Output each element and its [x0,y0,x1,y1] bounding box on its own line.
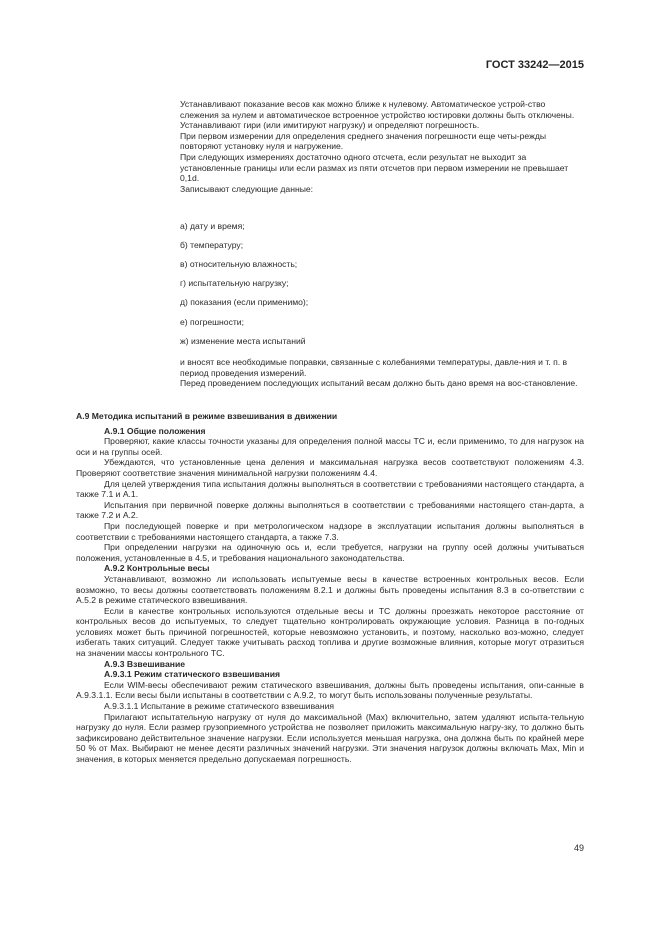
paragraph: При последующей поверке и при метрологическом надзоре в эксплуатации испытания должны выполняться в соответствии с требованиями настоящего стандарта, а также 7.3. [76,520,584,542]
paragraph: Устанавливают гири (или имитируют нагрузку) и определяют погрешность. [180,120,480,131]
list-item: а) дату и время; [180,221,245,231]
paragraph: Испытания при первичной поверке должны выполняться в соответствии с требованиями настоящего стан-дарта, а также 7.2 и А.2. [76,499,584,521]
paragraph: При определении нагрузки на одиночную ось и, если требуется, нагрузки на группу осей должны учитываться положения, установленные в 4.5, и требования национального законодательства. [76,542,584,563]
paragraph: Убеждаются, что установленные цена деления и максимальная нагрузка весов соответствуют положениям 4.3. Проверяют соответствие значения минимальной нагрузки положениям 4.4. [76,457,584,478]
top-text-block [180,99,584,194]
list-item: в) относительную влажность; [180,259,298,269]
list-item: б) температуру; [180,240,244,250]
paragraph: Перед проведением последующих испытаний весам должно быть дано время на вос-становление. [180,378,578,389]
paragraph: Устанавливают, возможно ли использовать испытуемые весы в качестве встроенных контрольных весов. Если возможно, то весы должны соответствовать положениям 8.2.1 и должны быть проведены испытания 8.3 в со-ответствии с А.5.2 в режиме статического взвешивания. [76,573,584,606]
subsection-heading: А.9.2 Контрольные весы [104,563,210,574]
section-a9 [76,411,584,765]
paragraph: Если в качестве контрольных используются отдельные весы и ТС должны проезжать некоторое расстояние от контрольных весов до испытуемых, то следует тщательно контролировать окружающие условия. Разница в по-годных условиях может быть причиной погрешностей, которые невозможно установить, и поэтому, насколько воз-можно, следует избегать таких ситуаций. Следует также учитывать расход топлива и другие возможные влияния, которые могут отразиться на значении массы контрольного ТС. [76,605,584,659]
subsection-heading: А.9.3 Взвешивание [104,658,186,669]
list-item: ж) изменение места испытаний [180,336,306,346]
paragraph: При первом измерении для определения среднего значения погрешности еще четы-режды повторяют установку нуля и нагружение. [180,130,547,152]
list-item: г) испытательную нагрузку; [180,278,289,288]
list-item: е) погрешности; [180,317,244,327]
section-heading: А.9 Методика испытаний в режиме взвешивания в движении [76,411,338,421]
paragraph: Прилагают испытательную нагрузку от нуля до максимальной (Max) включительно, затем удаляют испыта-тельную нагрузку до нуля. Если размер грузоприемного устройства не позволяет приложить максимальную нагру-зку, то должно быть зафиксировано действительное значение нагрузки. Если используется меньшая нагрузка, она должна быть по крайней мере 50 % от Max. Выбирают не менее десяти различных значений нагрузки. Эти значения нагрузок должны включать Max, Min и значения, в которых меняется предельно допускаемая погрешность. [76,711,584,764]
subsection-heading: А.9.3.1 Режим статического взвешивания [104,669,281,680]
subsection-heading: А.9.1 Общие положения [104,425,206,436]
standard-header: ГОСТ 33242—2015 [485,59,584,71]
paragraph: Записывают следующие данные: [180,183,314,194]
paragraph: и вносят все необходимые поправки, связанные с колебаниями температуры, давле-ния и т. п. в период проведения измерений. [180,357,568,378]
paragraph: Если WIM-весы обеспечивают режим статического взвешивания, должны быть проведены испытания, опи-санные в А.9.3.1.1. Если весы были испытаны в соответствии с А.9.2, то могут быть использованы полученные результаты. [76,679,584,701]
paragraph: Проверяют, какие классы точности указаны для определения полной массы ТС и, если применимо, то для нагрузок на оси и на группы осей. [76,436,584,457]
page-number: 49 [573,843,584,853]
list-item: д) показания (если применимо); [180,297,309,307]
subsection-heading: А.9.3.1.1 Испытание в режиме статического взвешивания [104,701,335,712]
after-list-block [180,357,584,389]
paragraph: Для целей утверждения типа испытания должны выполняться в соответствии с требованиями настоящего стандарта, а также 7.1 и А.1. [76,478,584,500]
paragraph: Устанавливают показание весов как можно ближе к нулевому. Автоматическое устрой-ство слежения за нулем и автоматическое встроенное устройство юстировки должны быть отключены. [180,99,575,120]
paragraph: При следующих измерениях достаточно одного отсчета, если результат не выходит за установленные границы или если размах из пяти отсчетов при первом измерении не превышает 0,1d. [180,151,569,184]
